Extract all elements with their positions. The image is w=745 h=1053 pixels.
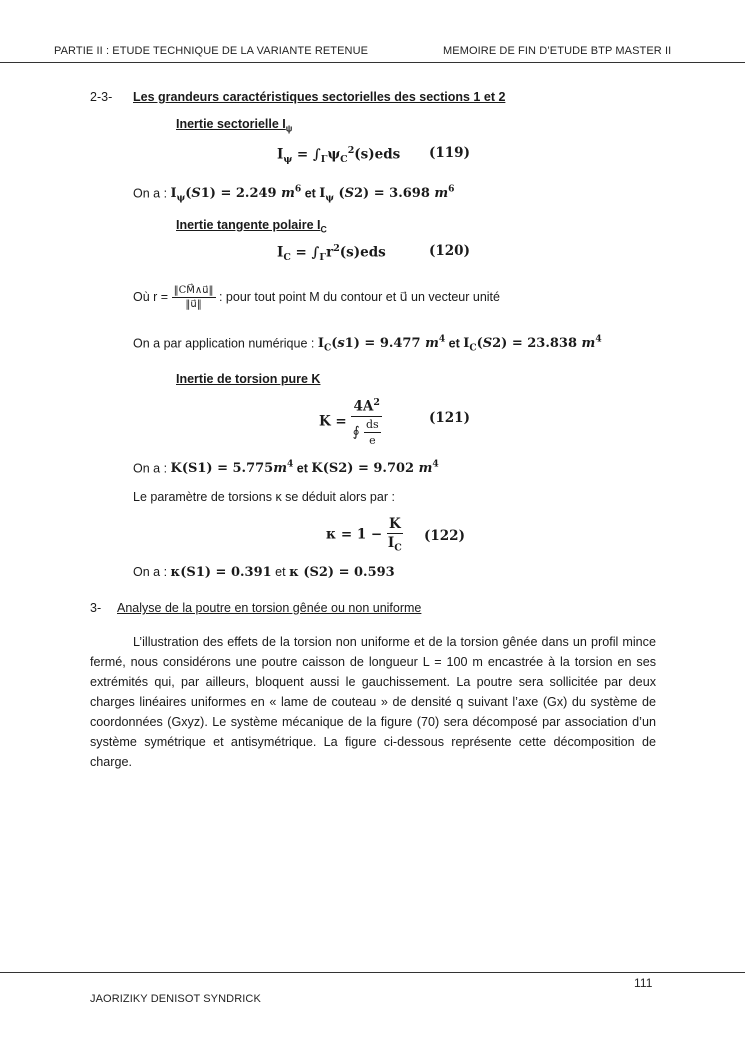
section-title: Les grandeurs caractéristiques sectorielles des sections 1 et 2 — [133, 90, 506, 104]
equation-number-120: (120) — [429, 243, 470, 259]
equation-number-122: (122) — [424, 528, 465, 544]
subheading-torsion: Inertie de torsion pure K — [176, 372, 321, 386]
subheading-polar: Inertie tangente polaire $I_C$ — [176, 218, 327, 235]
equation-number-119: (119) — [429, 145, 470, 161]
page-number: 111 — [634, 976, 653, 990]
polar-values: On a par application numérique : $I_C(s1) = 9.477$ $m^4$ et $I_C(S2) = 23.838$ $m^4$ — [133, 334, 602, 354]
kappa-intro: Le paramètre de torsions κ se déduit alors par : — [133, 490, 395, 504]
header-right: MEMOIRE DE FIN D’ETUDE BTP MASTER II — [443, 45, 672, 57]
equation-121: K = $4A^2$ ∮ $\frac{ds}{e}$ — [319, 397, 380, 447]
section3-title: Analyse de la poutre en torsion gênée ou non uniforme — [117, 601, 422, 615]
equation-119: $I_\psi = \int_\Gamma\psi_C^2(s)eds$ — [277, 145, 401, 166]
footer-author: JAORIZIKY DENISOT SYNDRICK — [90, 993, 261, 1005]
section-number: 2-3- — [90, 90, 113, 104]
polar-definition: Où r = $\frac{‖CM⃗\wedge u⃗‖}{‖u⃗‖}$ : pour tout point M du contour et u⃗ un vecteur unité — [133, 285, 500, 310]
header-rule — [0, 62, 745, 63]
subheading-sectorial: Inertie sectorielle $I_\psi$ — [176, 117, 293, 134]
section3-paragraph: L’illustration des effets de la torsion non uniforme et de la torsion gênée dans un profil mince fermé, nous considérons une poutre caisson de longueur L = 100 m encastrée à la torsion en ses extrémités qui, par ailleurs, bloquent aussi le gauchissement. La poutre sera sollicitée par deux charges linéaires uniformes en « lame de couteau » de densité q suivant l’axe (Gx) du système de coordonnées (Gxyz). Le système mécanique de la figure (70) sera décomposé par association d’un système symétrique et antisymétrique. La figure ci-dessous représente cette décomposition de charge. — [90, 635, 656, 769]
header-left: PARTIE II : ETUDE TECHNIQUE DE LA VARIANTE RETENUE — [54, 45, 369, 57]
sectorial-values: On a : $I_\psi(S1) = 2.249$ $m^6$ et $I_\psi$ (S2) = 3.698 $m^6$ — [133, 184, 455, 204]
equation-122: κ = 1 − $\frac{K}{I_C}$ — [326, 516, 402, 554]
r-fraction: $\frac{‖CM⃗\wedge u⃗‖}{‖u⃗‖}$ — [173, 285, 214, 310]
section3-number: 3- — [90, 601, 102, 615]
footer-rule — [0, 972, 745, 973]
kappa-values: On a : κ(S1) = 0.391 et κ (S2) = 0.593 — [133, 565, 395, 580]
torsion-values: On a : $K(S1) = 5.775m^4$ et K(S2) = 9.702 $m^4$ — [133, 459, 439, 477]
equation-number-121: (121) — [429, 410, 470, 426]
equation-120: $I_C = \int_\Gamma r^2(s)eds$ — [277, 243, 386, 264]
